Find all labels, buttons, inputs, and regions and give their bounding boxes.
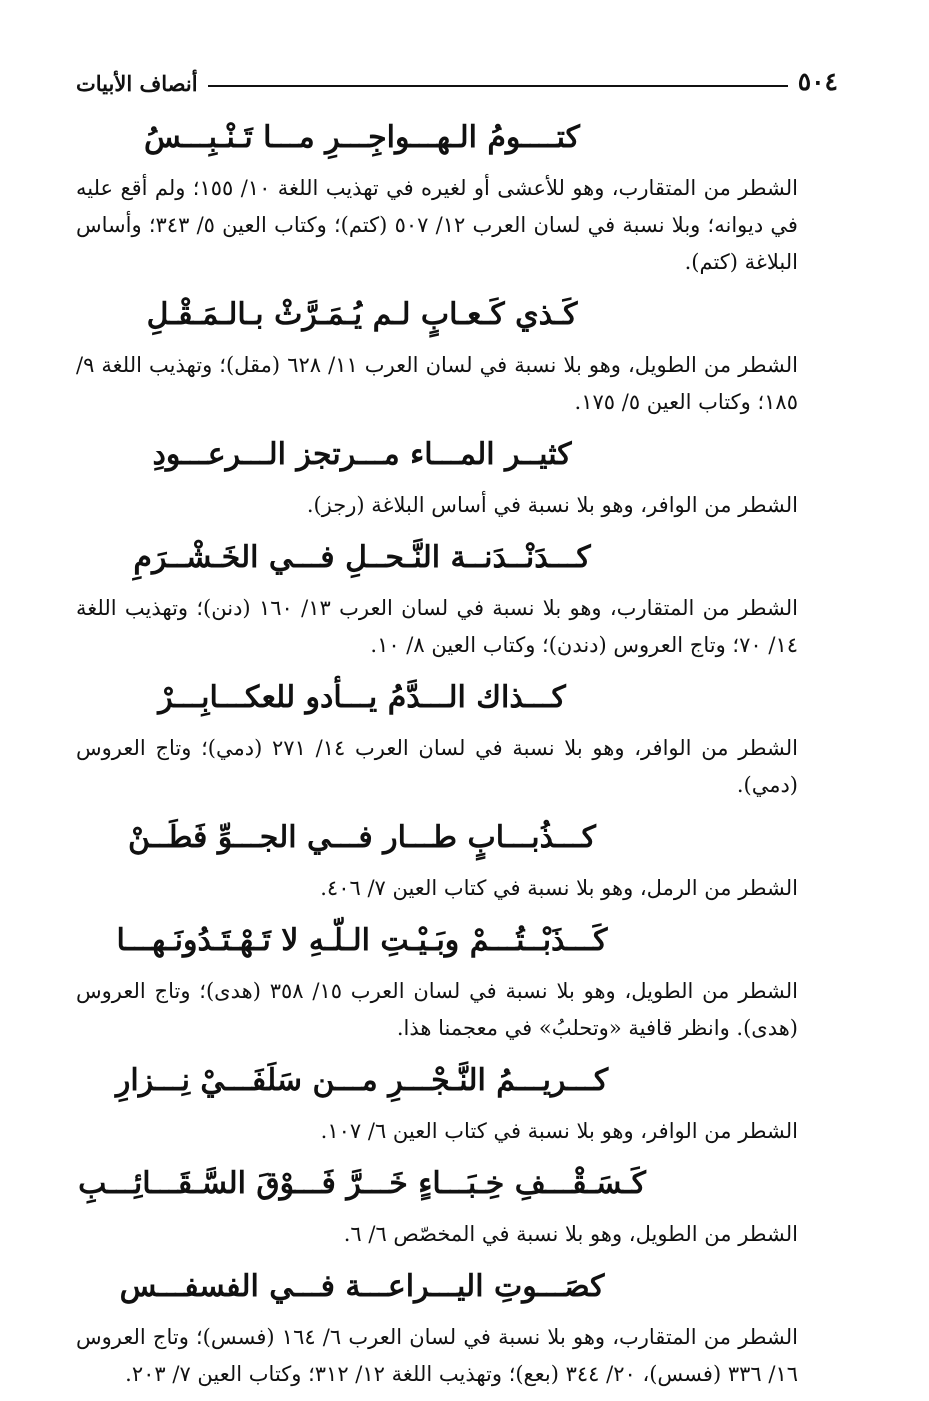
header-rule [208,85,788,87]
verse-hemistich: كَـــذَبْــتُـــمْ وبَـيْـتِ الـلّـهِ لا تَـهْـتَـدُونَـهـــا [116,923,608,958]
verse-note: الشطر من المتقارب، وهو للأعشى أو لغيره في تهذيب اللغة ١٠/ ١٥٥؛ ولم أقع عليه في ديوانه؛ وبلا نسبة في لسان العرب ١٢/ ٥٠٧ (كتم)؛ وكتاب العين ٥/ ٣٤٣؛ وأساس البلاغة (كتم). [76,176,798,274]
entry [76,289,798,421]
verse-hemistich: كصَـــوتِ اليـــراعـــة فـــي الفسفـــس [119,1269,605,1304]
verse-hemistich: كَـسَـقْـــفِ خِـبَـــاءٍ خَـــرَّ فَـــوْقَ السَّـقَـــائِـــبِ [78,1166,646,1201]
verse-note: الشطر من الطويل، وهو بلا نسبة في المخصّص ٦/ ٦. [343,1222,798,1246]
verse-note: الشطر من الوافر، وهو بلا نسبة في لسان العرب ١٤/ ٢٧١ (دمي)؛ وتاج العروس (دمي). [76,736,798,797]
verse-hemistich: كَـذي كَـعـابٍ لـم يُـمَـرَّثْ بـالـمَـقْـلِ [146,297,578,332]
verse-note: الشطر من المتقارب، وهو بلا نسبة في لسان العرب ١٣/ ١٦٠ (دنن)؛ وتهذيب اللغة ١٤/ ٧٠؛ وتاج العروس (دندن)؛ وكتاب العين ٨/ ١٠. [76,596,798,657]
verse-note: الشطر من الطويل، وهو بلا نسبة في لسان العرب ١٥/ ٣٥٨ (هدى)؛ وتاج العروس (هدى). وانظر قافية «وتحلبُ» في معجمنا هذا. [76,979,798,1040]
verse-hemistich: كثيــر المـــاء مـــرتجز الـــرعـــودِ [152,437,572,472]
entry [76,429,798,524]
entry [76,1261,798,1393]
verse-note: الشطر من الوافر، وهو بلا نسبة في كتاب العين ٦/ ١٠٧. [320,1119,798,1143]
entry [76,1055,798,1150]
page-header [76,58,838,96]
verse-note: الشطر من الوافر، وهو بلا نسبة في أساس البلاغة (رجز). [306,493,798,517]
entry [76,112,798,281]
entries-list [76,108,798,1401]
verse-hemistich: كـــذُبـــابٍ طـــار فـــي الجـــوِّ فَطَــنْ [128,820,596,855]
running-title: أنصاف الأبيات [76,71,198,96]
verse-note: الشطر من الطويل، وهو بلا نسبة في لسان العرب ١١/ ٦٢٨ (مقل)؛ وتهذيب اللغة ٩/ ١٨٥؛ وكتاب العين ٥/ ١٧٥. [76,353,798,414]
page-number: ٥٠٤ [797,67,838,96]
verse-note: الشطر من الرمل، وهو بلا نسبة في كتاب العين ٧/ ٤٠٦. [320,876,798,900]
verse-hemistich: كـــدَنْــدَنــة النَّـحــلِ فـــي الخَـشْــرَمِ [133,540,591,575]
entry [76,1158,798,1253]
verse-hemistich: كـــريـــمُ النَّـجْـــرِ مـــن سَلَفَـــيْ نِـــزارِ [115,1063,609,1098]
verse-hemistich: كـــذاك الـــدَّمُ يـــأدو للعكـــابِـــرْ [158,680,566,715]
entry [76,812,798,907]
entry [76,915,798,1047]
entry [76,672,798,804]
verse-hemistich: كتــــومُ الـهـــواجِـــرِ مـــا تَـنْـبِـــسُ [144,120,580,155]
verse-note: الشطر من المتقارب، وهو بلا نسبة في لسان العرب ٦/ ١٦٤ (فسس)؛ وتاج العروس ١٦/ ٣٣٦ (فسس)، ٢٠/ ٣٤٤ (بعع)؛ وتهذيب اللغة ١٢/ ٣١٢؛ وكتاب العين ٧/ ٢٠٣. [76,1325,798,1386]
entry [76,532,798,664]
